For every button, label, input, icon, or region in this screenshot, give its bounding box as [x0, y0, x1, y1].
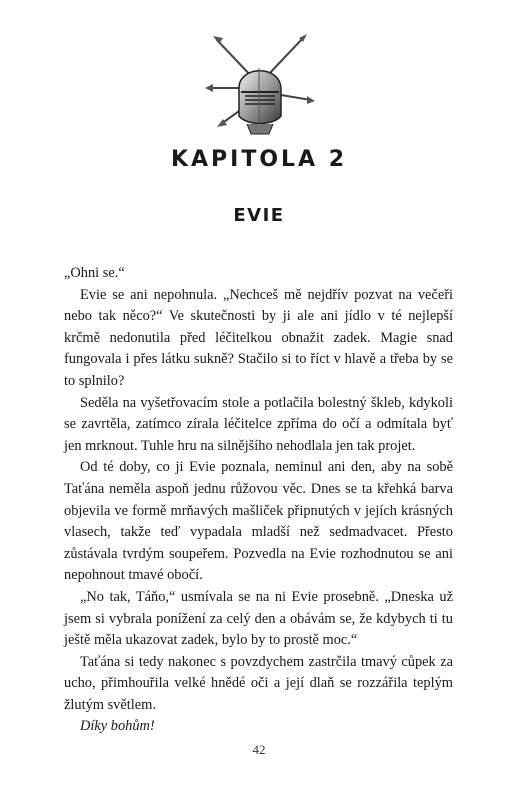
- paragraph: „Ohni se.“: [64, 265, 125, 281]
- chapter-title: KAPITOLA 2: [170, 147, 348, 172]
- chapter-body: [64, 263, 453, 738]
- italic-exclamation: Díky bohům!: [80, 718, 155, 735]
- paragraph: „No tak, Táňo,“ usmívala se na ni Evie prosebně. „Dneska už jsem si vybrala ponížení za celý den a obávám se, že kdybych ti tu ještě měla ukazovat zadek, bylo by to prostě moc.“: [64, 588, 453, 649]
- chapter-name: EVIE: [233, 205, 285, 226]
- page-number: 42: [252, 742, 266, 757]
- paragraph: Evie se ani nepohnula. „Nechceš mě nejdřív pozvat na večeři nebo tak něco?“ Ve skutečnosti by ji ale ani jídlo v té nejlepší krčmě nedonutila před léčitelkou obnažit zadek. Magie snad fungovala i přes látku sukně? Stačilo si to říct v hlavě a třeba by se to splnilo?: [64, 286, 453, 389]
- paragraph: Taťána si tedy nakonec s povzdychem zastrčila tmavý cůpek za ucho, přimhouřila velké hnědé oči a její dlaň se rozzářila teplým žlutým světlem.: [64, 653, 453, 713]
- paragraph: Seděla na vyšetřovacím stole a potlačila bolestný škleb, kdykoli se zavrtěla, zatímco zírala léčitelce zpříma do očí a odmítala byť jen mrknout. Tuhle hru na silnějšího nehodlala jen tak projet.: [64, 394, 453, 454]
- paragraph: Od té doby, co ji Evie poznala, neminul ani den, aby na sobě Taťána neměla aspoň jednu růžovou věc. Dnes se ta křehká barva objevila ve formě mrňavých mašliček připnutých v jejích krásných vlasech, takže teď vypadala mladší než sedmadvacet. Přesto zůstávala tvrdým soupeřem. Pozvedla na Evie rozhodnutou se ani nepohnout tmavé obočí.: [64, 459, 453, 584]
- knight-helmet-with-arrows-icon: [203, 30, 315, 142]
- paragraph: [64, 716, 453, 738]
